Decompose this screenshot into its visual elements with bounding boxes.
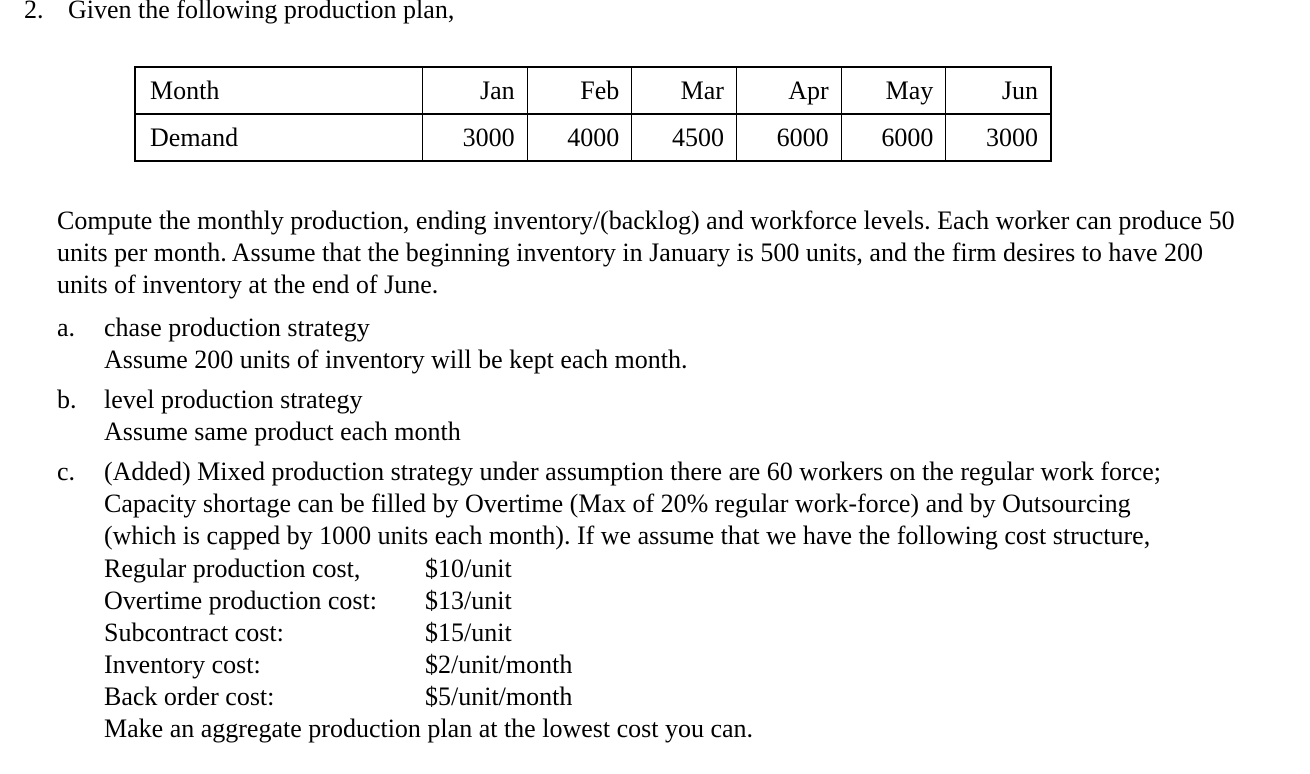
part-c-line-2: Capacity shortage can be filled by Overtime (Max of 20% regular work-force) and by Outsourcing [104, 489, 1131, 518]
demand-cell: 3000 [422, 114, 527, 161]
cost-value: $15/unit [425, 618, 512, 647]
production-plan-table [134, 66, 1052, 162]
instructions-paragraph: Compute the monthly production, ending inventory/(backlog) and workforce levels. Each worker can produce 50 units per month. Assume that the beginning inventory in January is 500 units, and the firm desires to have 200 units of inventory at the end of June. [57, 206, 1235, 299]
row-header-month: Month [135, 67, 422, 114]
month-cell: Feb [527, 67, 632, 114]
month-cell: Jan [422, 67, 527, 114]
part-a-note: Assume 200 units of inventory will be kept each month. [104, 345, 688, 374]
demand-cell: 4500 [632, 114, 737, 161]
month-cell: May [841, 67, 946, 114]
cost-value: $2/unit/month [425, 650, 573, 679]
cost-value: $13/unit [425, 586, 512, 615]
table-row-demand [135, 114, 1051, 161]
closing-instruction: Make an aggregate production plan at the lowest cost you can. [104, 714, 754, 743]
table-row-month [135, 67, 1051, 114]
question-number: 2. [24, 0, 44, 24]
cost-label: Overtime production cost: [104, 586, 377, 615]
part-c-line-1: (Added) Mixed production strategy under assumption there are 60 workers on the regular work force; [104, 457, 1161, 486]
cost-value: $5/unit/month [425, 682, 573, 711]
demand-cell: 3000 [946, 114, 1051, 161]
part-b-note: Assume same product each month [104, 417, 461, 446]
part-c-line-3: (which is capped by 1000 units each month). If we assume that we have the following cost structure, [104, 521, 1151, 550]
part-b-title: level production strategy [104, 385, 363, 414]
row-header-demand: Demand [135, 114, 422, 161]
cost-label: Regular production cost, [104, 554, 361, 583]
question-title: Given the following production plan, [68, 0, 455, 24]
cost-label: Back order cost: [104, 682, 275, 711]
part-b-letter: b. [57, 385, 77, 414]
month-cell: Mar [632, 67, 737, 114]
cost-value: $10/unit [425, 554, 512, 583]
demand-cell: 6000 [841, 114, 946, 161]
demand-cell: 6000 [736, 114, 841, 161]
month-cell: Apr [736, 67, 841, 114]
part-a-title: chase production strategy [104, 313, 370, 342]
part-c-letter: c. [57, 457, 76, 486]
cost-label: Subcontract cost: [104, 618, 284, 647]
part-a-letter: a. [57, 313, 76, 342]
cost-label: Inventory cost: [104, 650, 261, 679]
month-cell: Jun [946, 67, 1051, 114]
demand-cell: 4000 [527, 114, 632, 161]
